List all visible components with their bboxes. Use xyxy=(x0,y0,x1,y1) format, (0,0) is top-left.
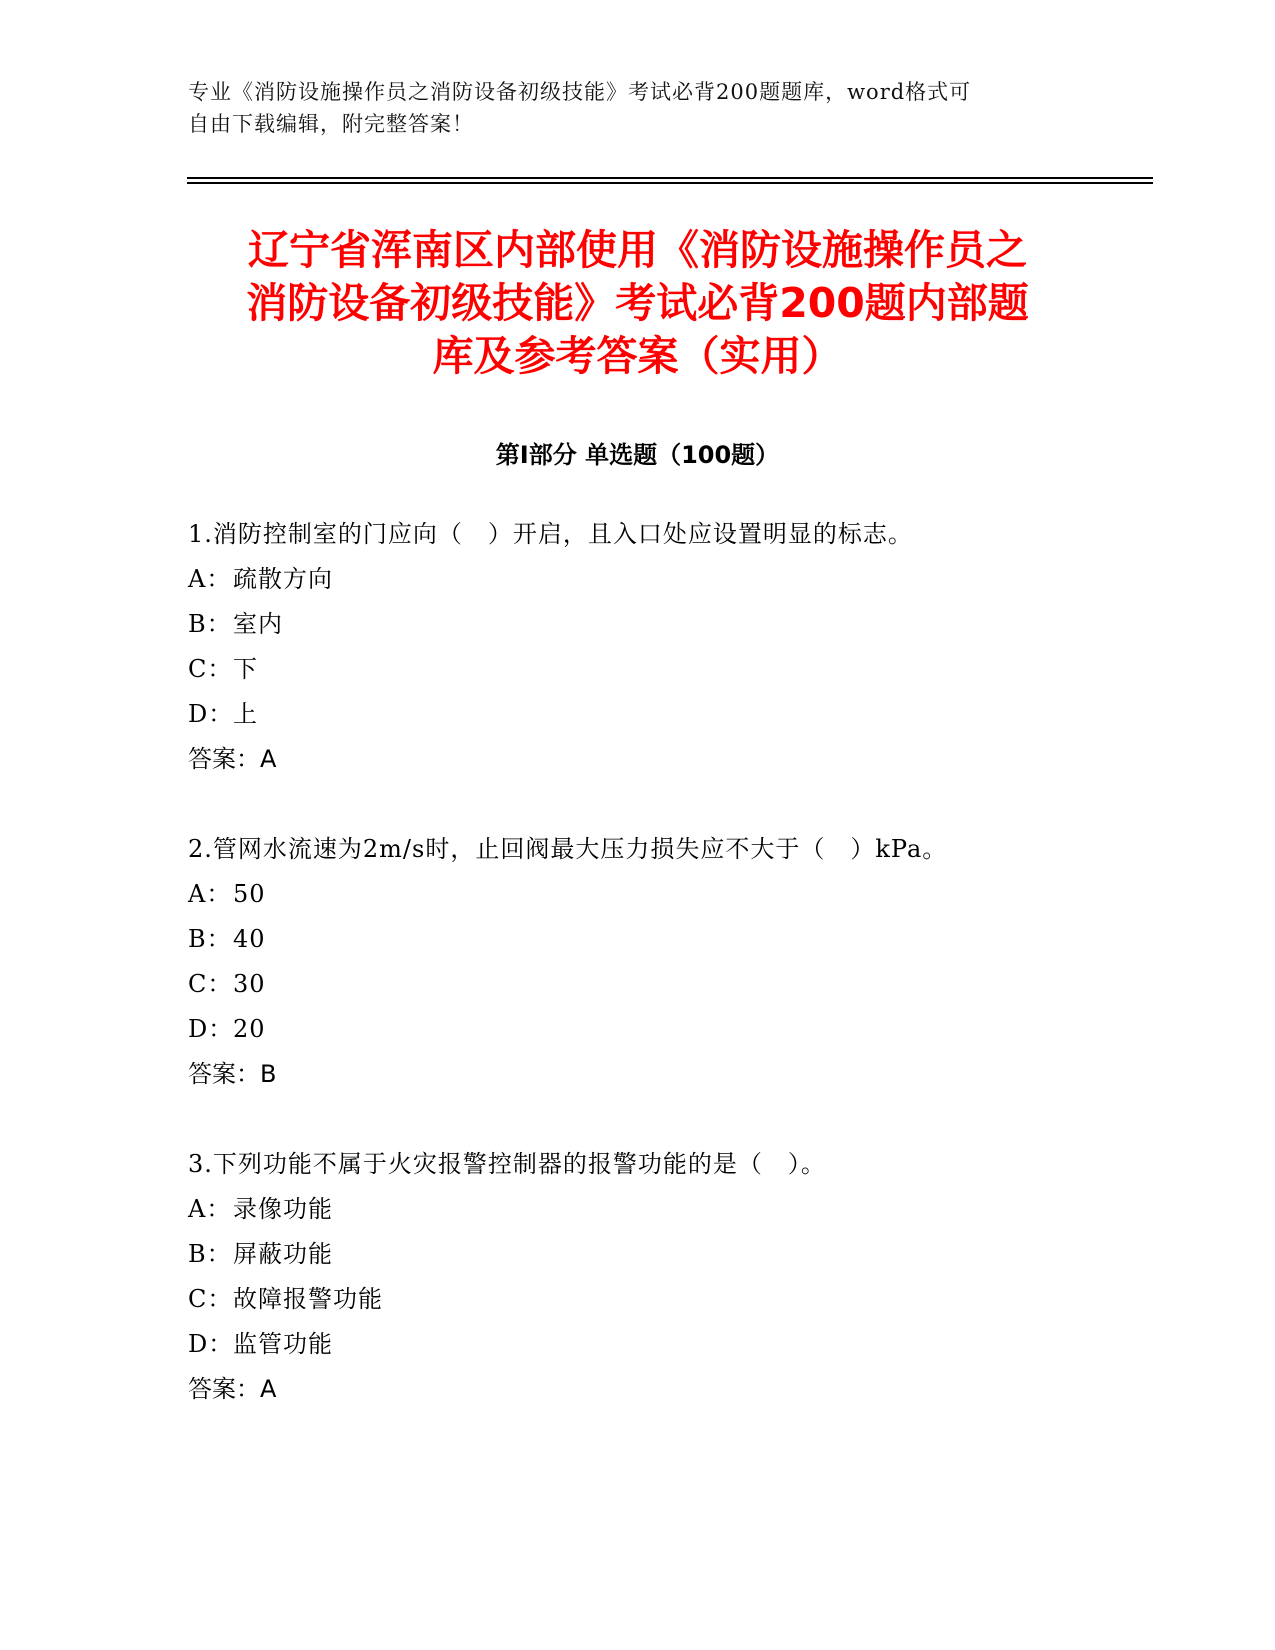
header-divider-top xyxy=(187,177,1153,179)
question-stem: 3.下列功能不属于火灾报警控制器的报警功能的是（ ）。 xyxy=(188,1150,826,1178)
option-text: 50 xyxy=(233,880,266,908)
question-3 xyxy=(188,1142,1148,1412)
option-text: 录像功能 xyxy=(233,1195,333,1223)
document-title xyxy=(150,224,1125,383)
option-letter: C： xyxy=(188,1285,233,1313)
option-text: 20 xyxy=(233,1015,266,1043)
option-letter: D： xyxy=(188,1015,234,1043)
option-text: 监管功能 xyxy=(233,1330,333,1358)
answer-line: 答案：A xyxy=(188,745,277,773)
option-a xyxy=(188,872,1148,917)
option-c xyxy=(188,962,1148,1007)
document-title-line-2: 消防设备初级技能》考试必背200题内部题 xyxy=(246,279,1029,327)
question-stem: 1.消防控制室的门应向（ ）开启，且入口处应设置明显的标志。 xyxy=(188,520,913,548)
option-c xyxy=(188,1277,1148,1322)
answer-line: 答案：A xyxy=(188,1375,277,1403)
option-d xyxy=(188,692,1148,737)
option-d xyxy=(188,1322,1148,1367)
option-text: 室内 xyxy=(233,610,283,638)
option-a xyxy=(188,557,1148,602)
question-stem: 2.管网水流速为2m/s时，止回阀最大压力损失应不大于（ ）kPa。 xyxy=(188,835,948,863)
document-title-line-3: 库及参考答案（实用） xyxy=(432,332,843,380)
header-note-line-2: 自由下载编辑，附完整答案！ xyxy=(188,112,474,136)
option-text: 30 xyxy=(233,970,266,998)
question-1 xyxy=(188,512,1148,782)
option-b xyxy=(188,602,1148,647)
option-letter: B： xyxy=(188,925,232,953)
option-letter: B： xyxy=(188,1240,232,1268)
header-note-line-1: 专业《消防设施操作员之消防设备初级技能》考试必背200题题库，word格式可 xyxy=(188,80,972,104)
option-d xyxy=(188,1007,1148,1052)
option-letter: D： xyxy=(188,1330,234,1358)
option-text: 故障报警功能 xyxy=(233,1285,383,1313)
option-text: 屏蔽功能 xyxy=(233,1240,333,1268)
option-text: 上 xyxy=(233,700,258,728)
header-note xyxy=(188,76,1068,140)
option-letter: A： xyxy=(188,565,232,593)
document-title-line-1: 辽宁省浑南区内部使用《消防设施操作员之 xyxy=(248,226,1027,274)
option-text: 40 xyxy=(233,925,266,953)
option-letter: C： xyxy=(188,970,233,998)
option-letter: B： xyxy=(188,610,232,638)
option-text: 疏散方向 xyxy=(233,565,333,593)
option-text: 下 xyxy=(233,655,258,683)
answer-line: 答案：B xyxy=(188,1060,277,1088)
option-a xyxy=(188,1187,1148,1232)
option-letter: D： xyxy=(188,700,234,728)
option-letter: C： xyxy=(188,655,233,683)
option-b xyxy=(188,1232,1148,1277)
question-2 xyxy=(188,827,1148,1097)
option-letter: A： xyxy=(188,880,232,908)
option-b xyxy=(188,917,1148,962)
header-divider-bottom xyxy=(187,182,1153,184)
section-heading: 第Ⅰ部分 单选题（100题） xyxy=(495,441,780,469)
option-c xyxy=(188,647,1148,692)
option-letter: A： xyxy=(188,1195,232,1223)
